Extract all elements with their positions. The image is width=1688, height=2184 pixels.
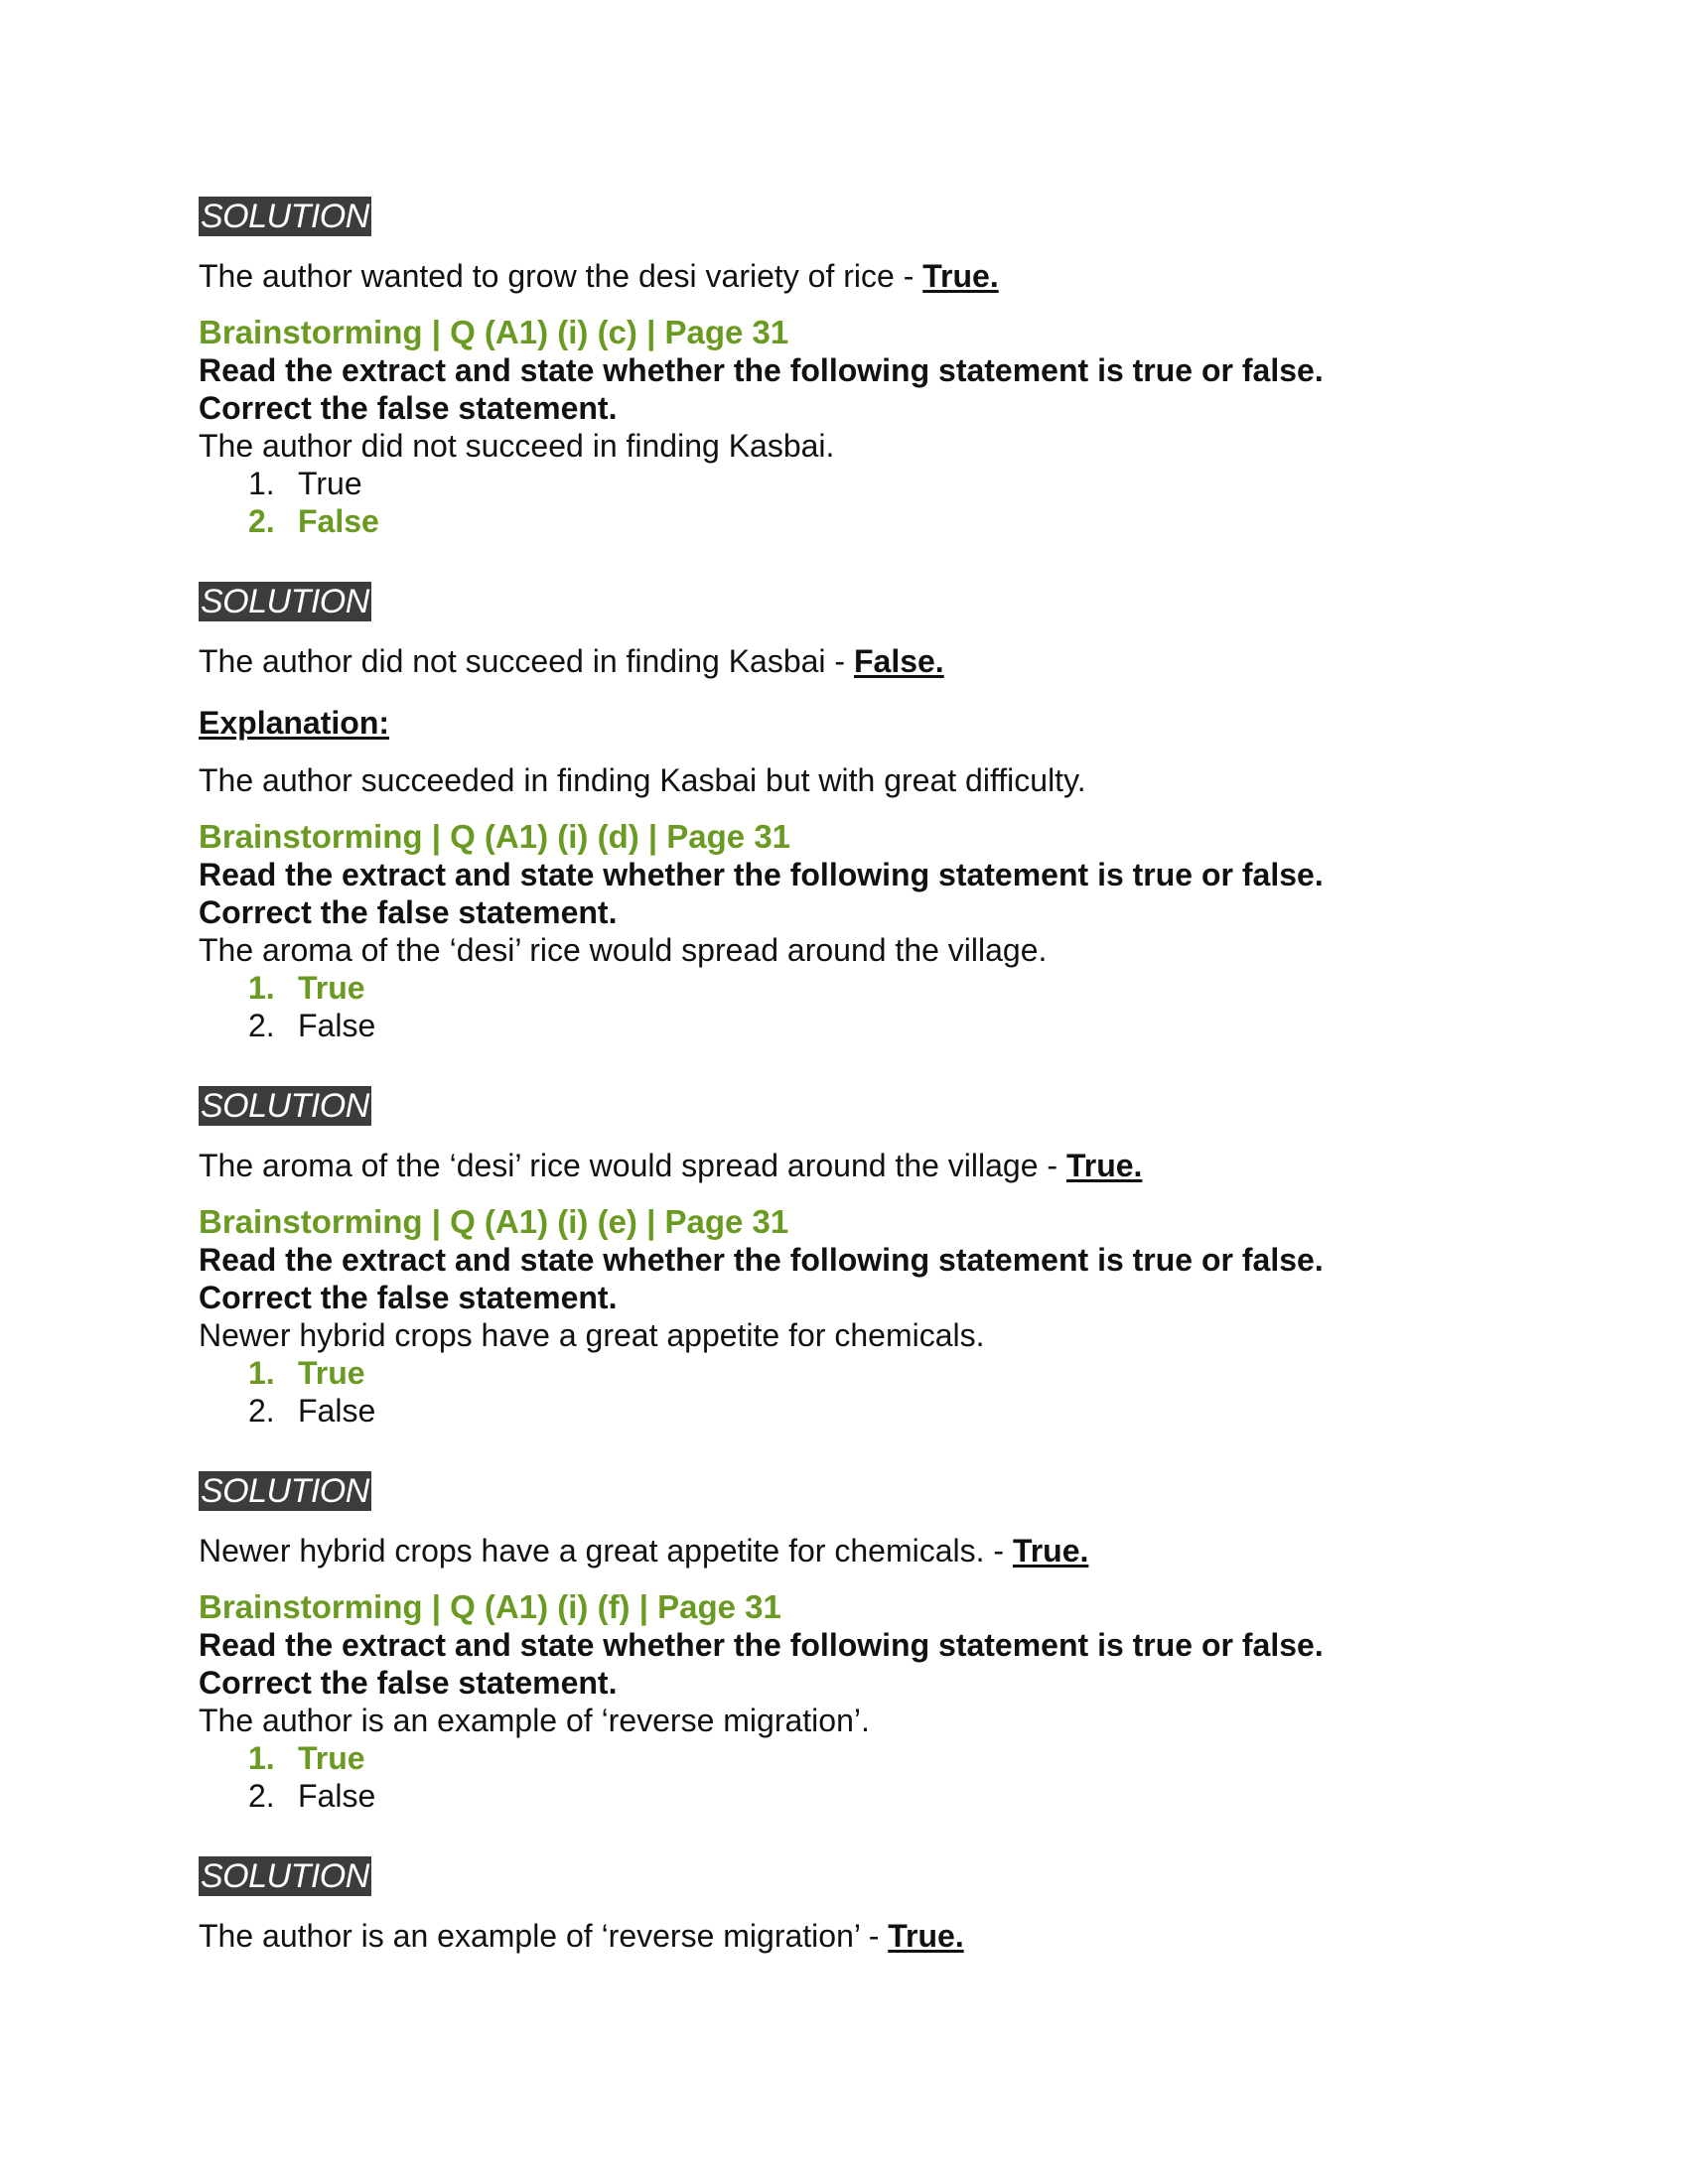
- question-instruction: Correct the false statement.: [199, 1665, 618, 1701]
- explanation-text: The author succeeded in finding Kasbai but with great difficulty.: [199, 762, 1086, 798]
- question-heading: Brainstorming | Q (A1) (i) (e) | Page 31: [199, 1203, 789, 1240]
- solution-block: [199, 582, 1489, 800]
- solution-badge: SOLUTION: [201, 583, 369, 620]
- solution-badge: SOLUTION: [201, 1857, 369, 1895]
- option-number: 1.: [248, 1740, 275, 1776]
- solution-block: [199, 1086, 1489, 1185]
- question-statement: The author is an example of ‘reverse migration’.: [199, 1703, 870, 1738]
- question-instruction: Read the extract and state whether the following statement is true or false.: [199, 857, 1324, 892]
- solution-verdict: False.: [853, 643, 944, 679]
- question-statement: The aroma of the ‘desi’ rice would spread around the village.: [199, 932, 1048, 968]
- solution-badge: SOLUTION: [201, 198, 369, 235]
- option-number: 2.: [248, 1778, 275, 1814]
- solution-badge: SOLUTION: [201, 1087, 369, 1125]
- solution-block: [199, 197, 1489, 296]
- question-instruction: Correct the false statement.: [199, 894, 618, 930]
- solution-answer: [199, 641, 1489, 681]
- option-item-correct: [248, 1739, 1489, 1777]
- option-number: 1.: [248, 466, 275, 501]
- solution-answer: [199, 1916, 1489, 1956]
- question-instruction: Correct the false statement.: [199, 1280, 618, 1315]
- options-list: [199, 1739, 1489, 1815]
- option-label: True: [298, 970, 365, 1006]
- solution-text: The author is an example of ‘reverse migration’ -: [199, 1918, 889, 1954]
- option-label: False: [298, 1008, 376, 1043]
- question-instruction: Read the extract and state whether the following statement is true or false.: [199, 1242, 1324, 1278]
- question-block: [199, 818, 1489, 1044]
- option-item: [248, 1392, 1489, 1430]
- solution-badge: SOLUTION: [201, 1472, 369, 1510]
- option-label: False: [298, 1393, 376, 1429]
- solution-verdict: True.: [888, 1918, 964, 1954]
- solution-answer: [199, 1146, 1489, 1185]
- solution-answer: [199, 256, 1489, 296]
- option-item: [248, 1777, 1489, 1815]
- option-item-correct: [248, 502, 1489, 540]
- option-item: [248, 1007, 1489, 1044]
- question-block: [199, 1203, 1489, 1430]
- document-page: [199, 197, 1489, 1956]
- option-number: 2.: [248, 503, 275, 539]
- options-list: [199, 465, 1489, 540]
- option-number: 2.: [248, 1393, 275, 1429]
- explanation-heading: Explanation:: [199, 705, 390, 741]
- question-statement: Newer hybrid crops have a great appetite for chemicals.: [199, 1317, 985, 1353]
- solution-verdict: True.: [1012, 1533, 1089, 1569]
- options-list: [199, 969, 1489, 1044]
- option-number: 1.: [248, 1355, 275, 1391]
- options-list: [199, 1354, 1489, 1430]
- solution-text: The author wanted to grow the desi variety of rice -: [199, 258, 923, 294]
- solution-block: [199, 1471, 1489, 1570]
- solution-verdict: True.: [922, 258, 999, 294]
- option-label: True: [298, 1355, 365, 1391]
- option-number: 1.: [248, 970, 275, 1006]
- question-heading: Brainstorming | Q (A1) (i) (c) | Page 31: [199, 314, 789, 350]
- option-item-correct: [248, 969, 1489, 1007]
- question-instruction: Read the extract and state whether the following statement is true or false.: [199, 352, 1324, 388]
- option-label: False: [298, 503, 379, 539]
- question-block: [199, 314, 1489, 540]
- solution-text: The aroma of the ‘desi’ rice would spread around the village -: [199, 1148, 1066, 1183]
- option-item: [248, 465, 1489, 502]
- option-item-correct: [248, 1354, 1489, 1392]
- option-label: False: [298, 1778, 376, 1814]
- option-label: True: [298, 466, 362, 501]
- question-heading: Brainstorming | Q (A1) (i) (d) | Page 31: [199, 818, 791, 855]
- solution-verdict: True.: [1065, 1148, 1143, 1183]
- question-instruction: Read the extract and state whether the following statement is true or false.: [199, 1627, 1324, 1663]
- solution-block: [199, 1856, 1489, 1956]
- question-statement: The author did not succeed in finding Kasbai.: [199, 428, 835, 464]
- solution-text: Newer hybrid crops have a great appetite for chemicals. -: [199, 1533, 1013, 1569]
- question-heading: Brainstorming | Q (A1) (i) (f) | Page 31: [199, 1588, 781, 1625]
- question-instruction: Correct the false statement.: [199, 390, 618, 426]
- option-number: 2.: [248, 1008, 275, 1043]
- solution-text: The author did not succeed in finding Kasbai -: [199, 643, 854, 679]
- question-block: [199, 1588, 1489, 1815]
- solution-answer: [199, 1531, 1489, 1570]
- option-label: True: [298, 1740, 365, 1776]
